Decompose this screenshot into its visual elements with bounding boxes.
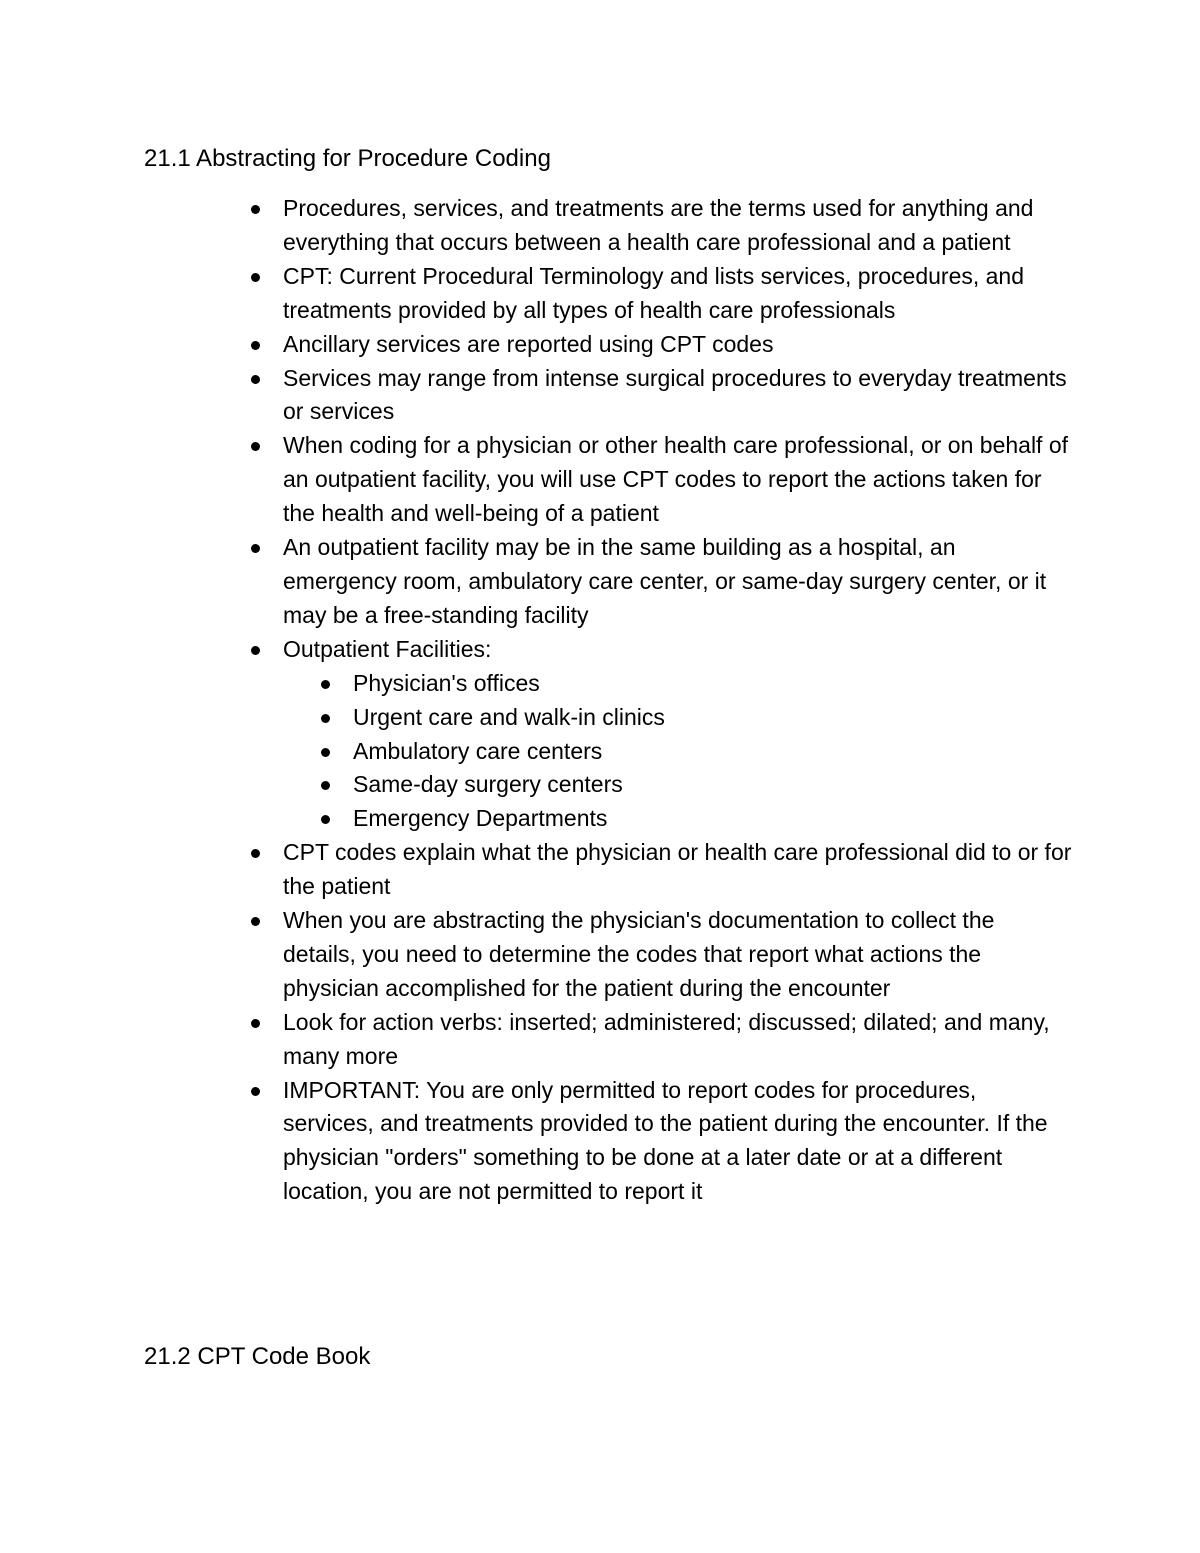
section-heading-21-2: 21.2 CPT Code Book xyxy=(144,1343,371,1370)
list-item: When coding for a physician or other health care professional, or on behalf of an outpatient facility, you will use CPT codes to report the actions taken for the health and well-being of a patient xyxy=(283,429,1073,531)
sub-list-item: Emergency Departments xyxy=(353,802,1073,836)
bullet-icon xyxy=(251,273,260,282)
list-item: IMPORTANT: You are only permitted to report codes for procedures, services, and treatments provided to the patient during the encounter. If the physician "orders" something to be done at a later date or at a different location, you are not permitted to report it xyxy=(283,1074,1073,1210)
bullet-icon xyxy=(251,442,260,451)
sub-bullet-list xyxy=(283,667,1073,837)
list-item: CPT codes explain what the physician or health care professional did to or for the patient xyxy=(283,836,1073,904)
list-item-outpatient-facilities: Outpatient Facilities: Physician's offices Urgent care and walk-in clinics Ambulatory care centers Same-day surgery centers Emergency Departments xyxy=(283,633,1073,836)
bullet-icon xyxy=(251,341,260,350)
sub-list-item: Physician's offices xyxy=(353,667,1073,701)
bullet-icon xyxy=(251,646,260,655)
list-item: Services may range from intense surgical procedures to everyday treatments or services xyxy=(283,362,1073,430)
bullet-icon xyxy=(251,1019,260,1028)
bullet-icon xyxy=(251,917,260,926)
sub-list-item: Same-day surgery centers xyxy=(353,768,1073,802)
list-item: When you are abstracting the physician's documentation to collect the details, you need to determine the codes that report what actions the physician accomplished for the patient during the encounter xyxy=(283,904,1073,1006)
list-item: Look for action verbs: inserted; administered; discussed; dilated; and many, many more xyxy=(283,1006,1073,1074)
bullet-icon xyxy=(321,781,330,790)
bullet-icon xyxy=(321,680,330,689)
bullet-icon xyxy=(251,544,260,553)
sub-list-item: Urgent care and walk-in clinics xyxy=(353,701,1073,735)
bullet-icon xyxy=(251,205,260,214)
bullet-icon xyxy=(321,815,330,824)
bullet-icon xyxy=(321,714,330,723)
list-item: Ancillary services are reported using CPT codes xyxy=(283,328,1073,362)
list-item: Procedures, services, and treatments are the terms used for anything and everything that occurs between a health care professional and a patient xyxy=(283,192,1073,260)
list-item: An outpatient facility may be in the same building as a hospital, an emergency room, ambulatory care center, or same-day surgery center, or it may be a free-standing facility xyxy=(283,531,1073,633)
bullet-icon xyxy=(321,748,330,757)
bullet-icon xyxy=(251,849,260,858)
bullet-list xyxy=(283,192,1073,1209)
bullet-icon xyxy=(251,1087,260,1096)
list-item: CPT: Current Procedural Terminology and lists services, procedures, and treatments provided by all types of health care professionals xyxy=(283,260,1073,328)
sub-list-item: Ambulatory care centers xyxy=(353,735,1073,769)
section-heading-21-1: 21.1 Abstracting for Procedure Coding xyxy=(144,145,551,172)
bullet-icon xyxy=(251,375,260,384)
